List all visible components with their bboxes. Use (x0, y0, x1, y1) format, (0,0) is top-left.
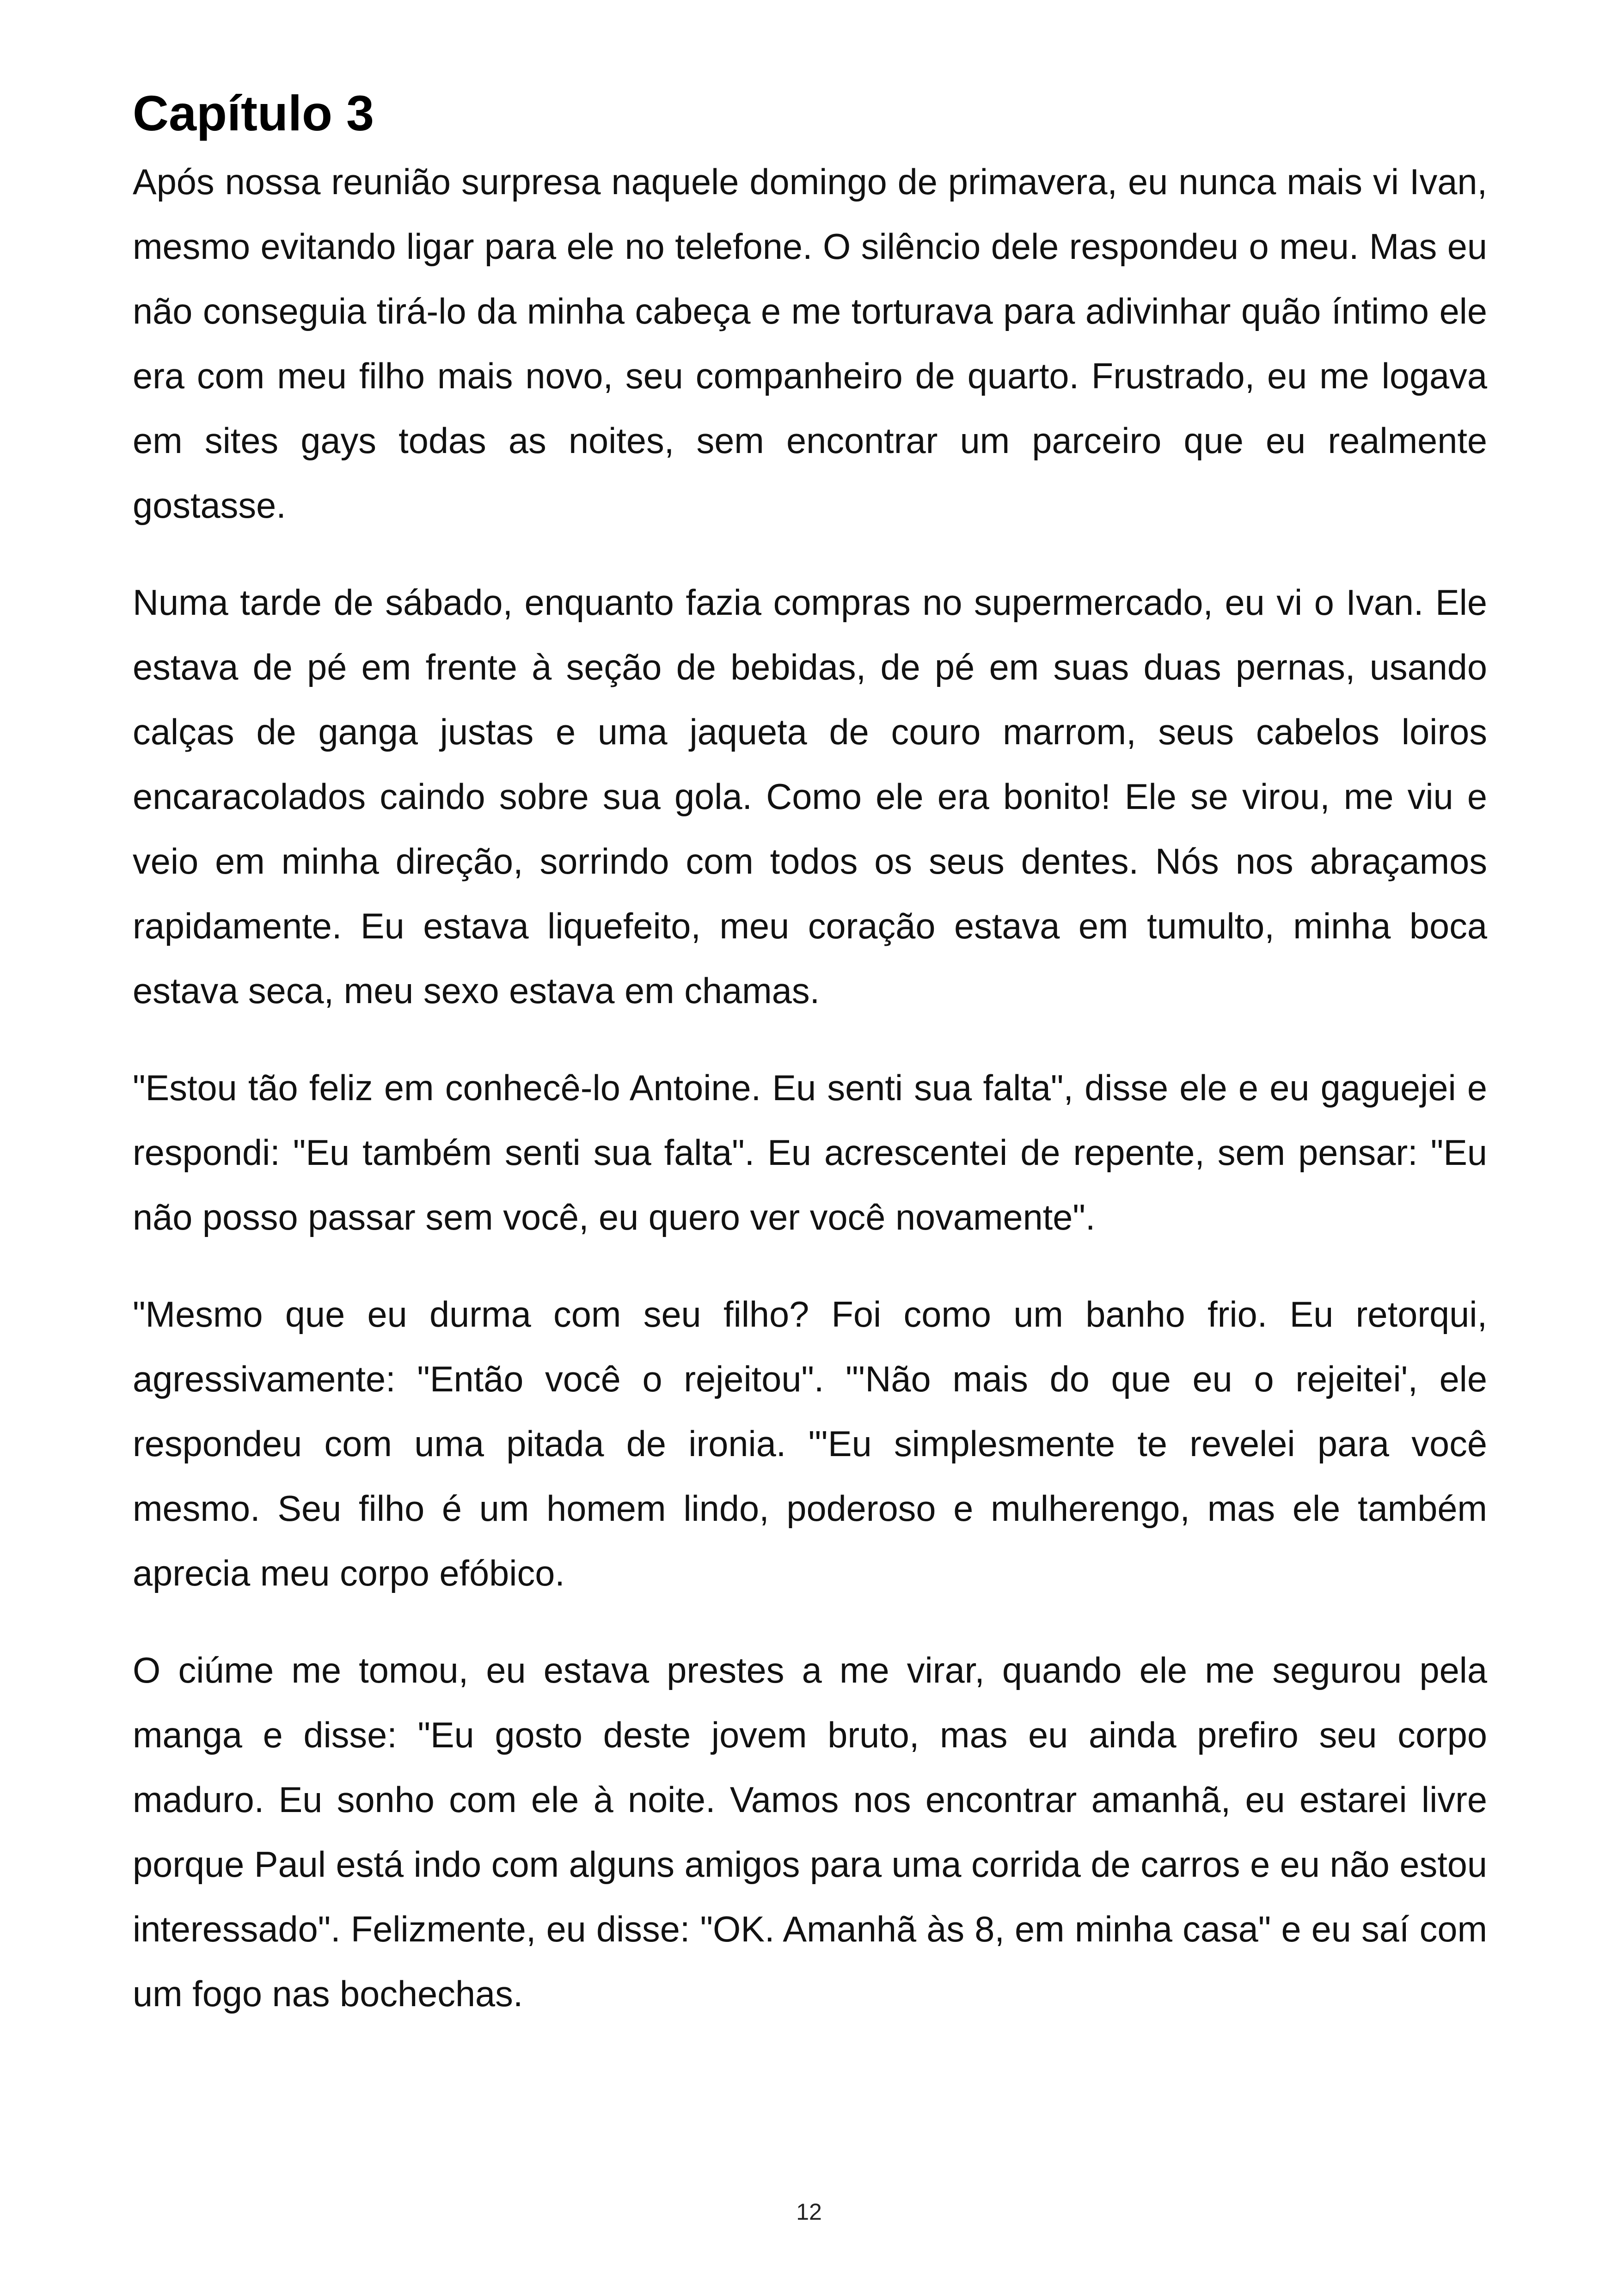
page-number: 12 (796, 2199, 822, 2225)
paragraph-4: "Mesmo que eu durma com seu filho? Foi como um banho frio. Eu retorqui, agressivamente: "Então você o rejeitou". "'Não mais do que eu o rejeitei', ele respondeu com uma pitada de ironia. "'Eu simplesmente te revelei para você mesmo. Seu filho é um homem lindo, poderoso e mulherengo, mas ele também aprecia meu corpo efóbico. (133, 1295, 1487, 1593)
paragraph-2: Numa tarde de sábado, enquanto fazia compras no supermercado, eu vi o Ivan. Ele estava de pé em frente à seção de bebidas, de pé em suas duas pernas, usando calças de ganga justas e uma jaqueta de couro marrom, seus cabelos loiros encaracolados caindo sobre sua gola. Como ele era bonito! Ele se virou, me viu e veio em minha direção, sorrindo com todos os seus dentes. Nós nos abraçamos rapidamente. Eu estava liquefeito, meu coração estava em tumulto, minha boca estava seca, meu sexo estava em chamas. (133, 583, 1487, 1011)
chapter-title: Capítulo 3 (133, 85, 374, 141)
paragraph-1: Após nossa reunião surpresa naquele domingo de primavera, eu nunca mais vi Ivan, mesmo evitando ligar para ele no telefone. O silêncio dele respondeu o meu. Mas eu não conseguia tirá-lo da minha cabeça e me torturava para adivinhar quão íntimo ele era com meu filho mais novo, seu companheiro de quarto. Frustrado, eu me logava em sites gays todas as noites, sem encontrar um parceiro que eu realmente gostasse. (133, 162, 1487, 526)
page-content (133, 79, 1487, 2059)
paragraph-5: O ciúme me tomou, eu estava prestes a me virar, quando ele me segurou pela manga e disse: "Eu gosto deste jovem bruto, mas eu ainda prefiro seu corpo maduro. Eu sonho com ele à noite. Vamos nos encontrar amanhã, eu estarei livre porque Paul está indo com alguns amigos para uma corrida de carros e eu não estou interessado". Felizmente, eu disse: "OK. Amanhã às 8, em minha casa" e eu saí com um fogo nas bochechas. (133, 1651, 1487, 2014)
paragraph-3: "Estou tão feliz em conhecê-lo Antoine. Eu senti sua falta", disse ele e eu gaguejei e respondi: "Eu também senti sua falta". Eu acrescentei de repente, sem pensar: "Eu não posso passar sem você, eu quero ver você novamente". (133, 1068, 1487, 1237)
